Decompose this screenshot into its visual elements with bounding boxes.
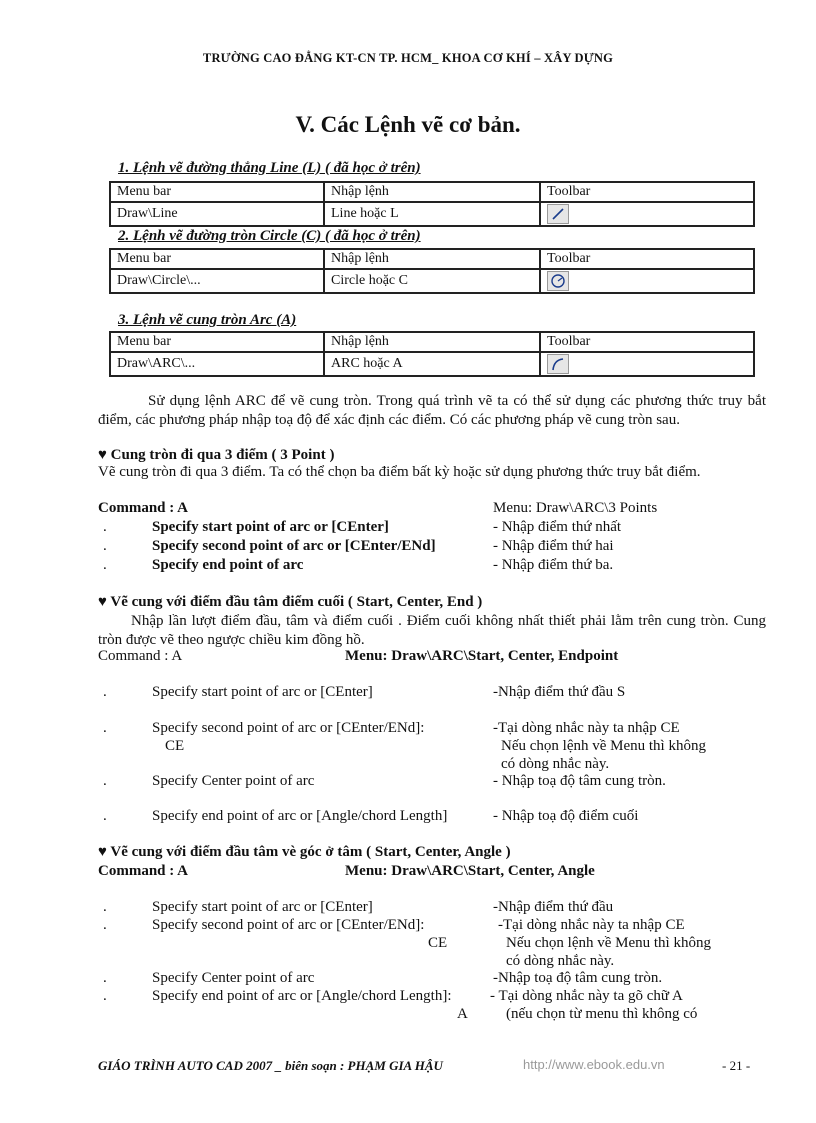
table-header-row [110,332,754,352]
prompt-note: -Tại dòng nhắc này ta nhập CE [498,917,685,933]
arc-tool-icon [547,354,569,374]
header-toolbar: Toolbar [540,249,754,269]
circle-tool-icon [547,271,569,291]
prompt-text: Specify Center point of arc [152,773,315,789]
prompt-text: Specify start point of arc or [CEnter] [152,519,389,535]
bullet: . [103,519,107,535]
menu-path-label: Menu: Draw\ARC\Start, Center, Endpoint [345,648,619,664]
prompt-text: Specify end point of arc or [Angle/chord Length]: [152,988,452,1004]
prompt-text: Specify start point of arc or [CEnter] [152,684,373,700]
bullet: . [103,917,107,933]
table-header-row [110,182,754,202]
prompt-note: Nếu chọn lệnh về Menu thì không [506,935,711,951]
section-title-arc: 3. Lệnh vẽ cung tròn Arc (A) [118,312,297,328]
prompt-note: (nếu chọn từ menu thì không có [506,1006,698,1022]
header-input: Nhập lệnh [324,182,540,202]
circle-command-table [109,248,755,294]
section-description: Vẽ cung tròn đi qua 3 điểm. Ta có thể chọn ba điểm bất kỳ hoặc sử dụng phương thức truy bắt điểm. [98,464,701,480]
command-input: Circle hoặc C [324,269,540,293]
command-label: Command : A [98,863,189,879]
prompt-note: - Tại dòng nhắc này ta gõ chữ A [490,988,683,1004]
menu-path: Draw\Line [110,202,324,226]
prompt-note: - Nhập toạ độ tâm cung tròn. [493,773,666,789]
prompt-note: -Nhập điểm thứ đầu S [493,684,626,700]
menu-path: Draw\Circle\... [110,269,324,293]
prompt-note: - Nhập điểm thứ nhất [493,519,622,535]
menu-path-label: Menu: Draw\ARC\Start, Center, Angle [345,863,595,879]
header-input: Nhập lệnh [324,332,540,352]
intro-paragraph: Sử dụng lệnh ARC để vẽ cung tròn. Trong quá trình vẽ ta có thể sử dụng các phương thức truy bắt điểm, các phương pháp nhập toạ độ để xác định các điểm. Có các phương pháp vẽ cung tròn sau. [98,393,766,428]
header-menu-bar: Menu bar [110,332,324,352]
footer-url: http://www.ebook.edu.vn [523,1057,665,1072]
arc-command-table [109,331,755,377]
bullet: . [103,720,107,736]
header-toolbar: Toolbar [540,182,754,202]
prompt-note: - Nhập toạ độ điểm cuối [493,808,639,824]
prompt-text: Specify Center point of arc [152,970,315,986]
table-header-row [110,249,754,269]
prompt-note: -Nhập điểm thứ đầu [493,899,614,915]
bullet: . [103,970,107,986]
bullet: . [103,684,107,700]
prompt-note: - Nhập điểm thứ hai [493,538,614,554]
menu-path: Draw\ARC\... [110,352,324,376]
bullet: . [103,538,107,554]
line-tool-icon [547,204,569,224]
command-input: Line hoặc L [324,202,540,226]
prompt-text: Specify end point of arc [152,557,304,573]
prompt-input-ce: CE [428,935,448,951]
bullet: . [103,773,107,789]
section-heading-start-center-end: ♥ Vẽ cung với điểm đầu tâm điểm cuối ( Start, Center, End ) [98,594,483,610]
header-menu-bar: Menu bar [110,249,324,269]
section-title-circle: 2. Lệnh vẽ đường tròn Circle (C) ( đã học ở trên) [118,228,421,244]
header-toolbar: Toolbar [540,332,754,352]
section-title-line: 1. Lệnh vẽ đường thẳng Line (L) ( đã học ở trên) [118,160,421,176]
section-heading-start-center-angle: ♥ Vẽ cung với điểm đầu tâm vè góc ở tâm ( Start, Center, Angle ) [98,844,511,860]
prompt-text: Specify start point of arc or [CEnter] [152,899,373,915]
prompt-note: có dòng nhắc này. [501,756,610,772]
section-description: Nhập lần lượt điểm đầu, tâm và điểm cuối . Điểm cuối không nhất thiết phải lằm trên cung tròn. Cung tròn được vẽ theo ngược chiều kim đồng hồ. [98,613,766,648]
page-header: TRƯỜNG CAO ĐẲNG KT-CN TP. HCM_ KHOA CƠ KHÍ – XÂY DỰNG [202,51,614,65]
bullet: . [103,988,107,1004]
menu-path-label: Menu: Draw\ARC\3 Points [493,500,658,516]
line-command-table [109,181,755,227]
prompt-input-ce: CE [165,738,185,754]
prompt-note: -Nhập toạ độ tâm cung tròn. [493,970,663,986]
table-row [110,202,754,226]
page-number: - 21 - [722,1058,751,1073]
command-input: ARC hoặc A [324,352,540,376]
prompt-text: Specify end point of arc or [Angle/chord Length] [152,808,448,824]
footer-book-title: GIÁO TRÌNH AUTO CAD 2007 _ biên soạn : PHẠM GIA HẬU [98,1058,443,1073]
bullet: . [103,899,107,915]
header-menu-bar: Menu bar [110,182,324,202]
section-heading-3-point: ♥ Cung tròn đi qua 3 điểm ( 3 Point ) [98,447,335,463]
command-label: Command : A [98,500,189,516]
page-title: V. Các Lệnh vẽ cơ bản. [295,112,521,137]
prompt-note: có dòng nhắc này. [506,953,615,969]
table-row [110,269,754,293]
command-label: Command : A [98,648,183,664]
header-input: Nhập lệnh [324,249,540,269]
prompt-input-a: A [457,1006,468,1022]
prompt-text: Specify second point of arc or [CEnter/ENd]: [152,917,425,933]
prompt-note: -Tại dòng nhắc này ta nhập CE [493,720,680,736]
table-row [110,352,754,376]
prompt-text: Specify second point of arc or [CEnter/ENd] [152,538,436,554]
bullet: . [103,808,107,824]
bullet: . [103,557,107,573]
prompt-note: - Nhập điểm thứ ba. [493,557,614,573]
prompt-note: Nếu chọn lệnh về Menu thì không [501,738,706,754]
prompt-text: Specify second point of arc or [CEnter/ENd]: [152,720,425,736]
